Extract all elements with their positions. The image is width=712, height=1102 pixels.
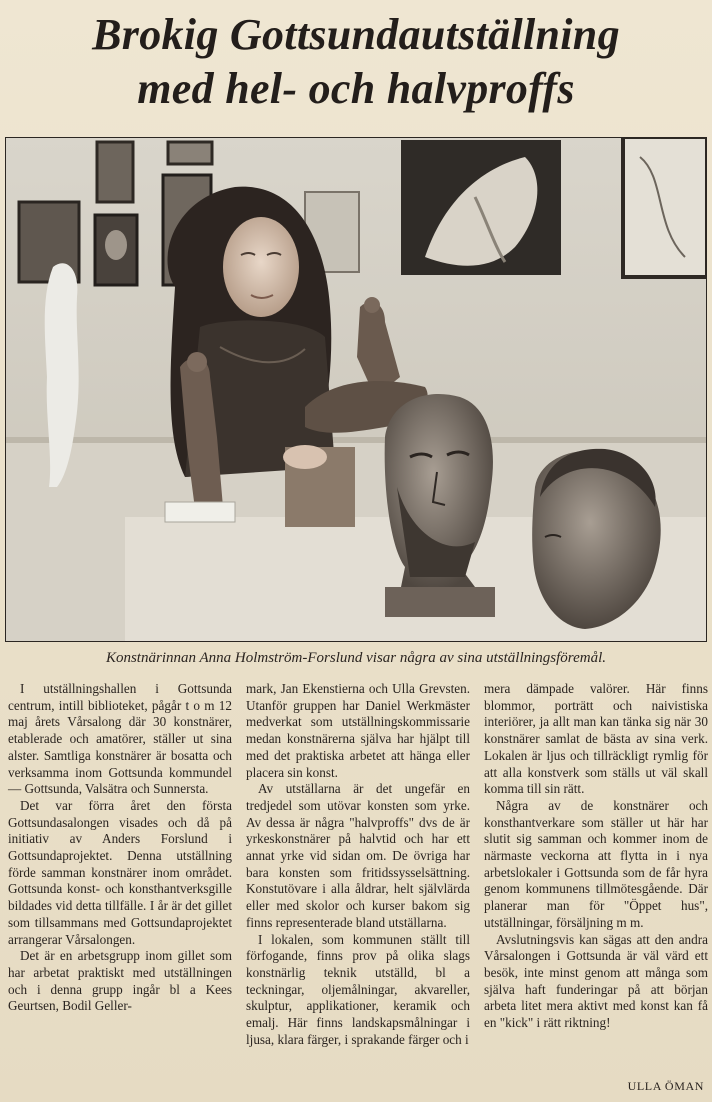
column-3 <box>484 681 708 1071</box>
article-photo <box>5 137 707 642</box>
column-2 <box>246 681 470 1071</box>
paragraph: I utställningshallen i Gottsunda centrum, intill biblioteket, pågår t o m 12 maj årets Vårsalong där 30 konstnärer, etablerade och amatörer, ställer ut sina alster. Samtliga konstnärer är bosatta och verksamma inom Gottsunda kommundel — Gottsunda, Valsätra och Sunnersta. <box>8 681 232 797</box>
paragraph: Några av de konstnärer och konsthantverkare som ställer ut här har slutit sig samman och kommer inom de närmaste veckorna att flytta in i nya arbetslokaler i Gottsunda som de får hyra genom kommunens tillmötesgående. Där planerar man för "Öppet hus", utställningar, försäljning m m. <box>484 797 708 930</box>
paragraph: I lokalen, som kommunen ställt till förfogande, finns prov på olika slags konstnärlig teknik utställd, bl a teckningar, oljemålningar, akvareller, skulptur, applikationer, keramik och emalj. Här finns landskapsmålningar i ljusa, klara färger, i sprakande färger och i <box>246 931 470 1047</box>
headline <box>0 8 712 116</box>
paragraph: Det är en arbetsgrupp inom gillet som har arbetat praktiskt med utställningen och i denna grupp ingår bl a Kees Geurtsen, Bodil Geller- <box>8 948 232 1014</box>
paragraph: Det var förra året den första Gottsundasalongen visades och då på initiativ av Anders Forslund i Gottsundaprojektet. Denna utställning förde samman konstnärer inom området. Gottsunda konst- och konsthantverksgille bildades vid detta tillfälle. I år är det gillet som tillsammans med Gottsundaprojektet arrangerar Vårsalongen. <box>8 797 232 947</box>
article-body <box>8 681 708 1071</box>
paragraph: Av utställarna är det ungefär en tredjedel som utövar konsten som yrke. Av dessa är några "halvproffs" dvs de är yrkeskonstnärer på halvtid och har ett annat yrke vid sidan om. De övriga har bara konsten som fritidssysselsättning. Konstutövare i alla åldrar, helt självlärda eller med skolor och kurser bakom sig finns representerade bland utställarna. <box>246 781 470 930</box>
headline-line-2: med hel- och halvproffs <box>137 64 575 113</box>
author-byline: ULLA ÖMAN <box>627 1079 704 1093</box>
paragraph: Avslutningsvis kan sägas att den andra Vårsalongen i Gottsunda är väl värd ett besök, inte minst genom att många som själva haft funderingar på att början arbeta litet mera aktivt med konst kan få en "kick" i rätt riktning! <box>484 931 708 1031</box>
headline-line-1: Brokig Gottsundautställning <box>92 10 620 59</box>
paragraph: mark, Jan Ekenstierna och Ulla Grevsten. Utanför gruppen har Daniel Werkmäster medverkat som utställningskommissarie medan konstnärerna själva har hjälpt till med det praktiska arbetet att hänga eller placera sin konst. <box>246 681 470 780</box>
photo-caption: Konstnärinnan Anna Holmström-Forslund visar några av sina utställningsföremål. <box>105 650 607 666</box>
paragraph: mera dämpade valörer. Här finns blommor, porträtt och naivistiska interiörer, ja allt man kan tänka sig när 30 konstnärer samlat de bästa av sina verk. Lokalen är ljus och tillräckligt rymlig för att alla konstverk som ställs ut väl skall komma till sin rätt. <box>484 681 708 797</box>
column-1 <box>8 681 232 1071</box>
photo-illustration <box>5 137 707 642</box>
